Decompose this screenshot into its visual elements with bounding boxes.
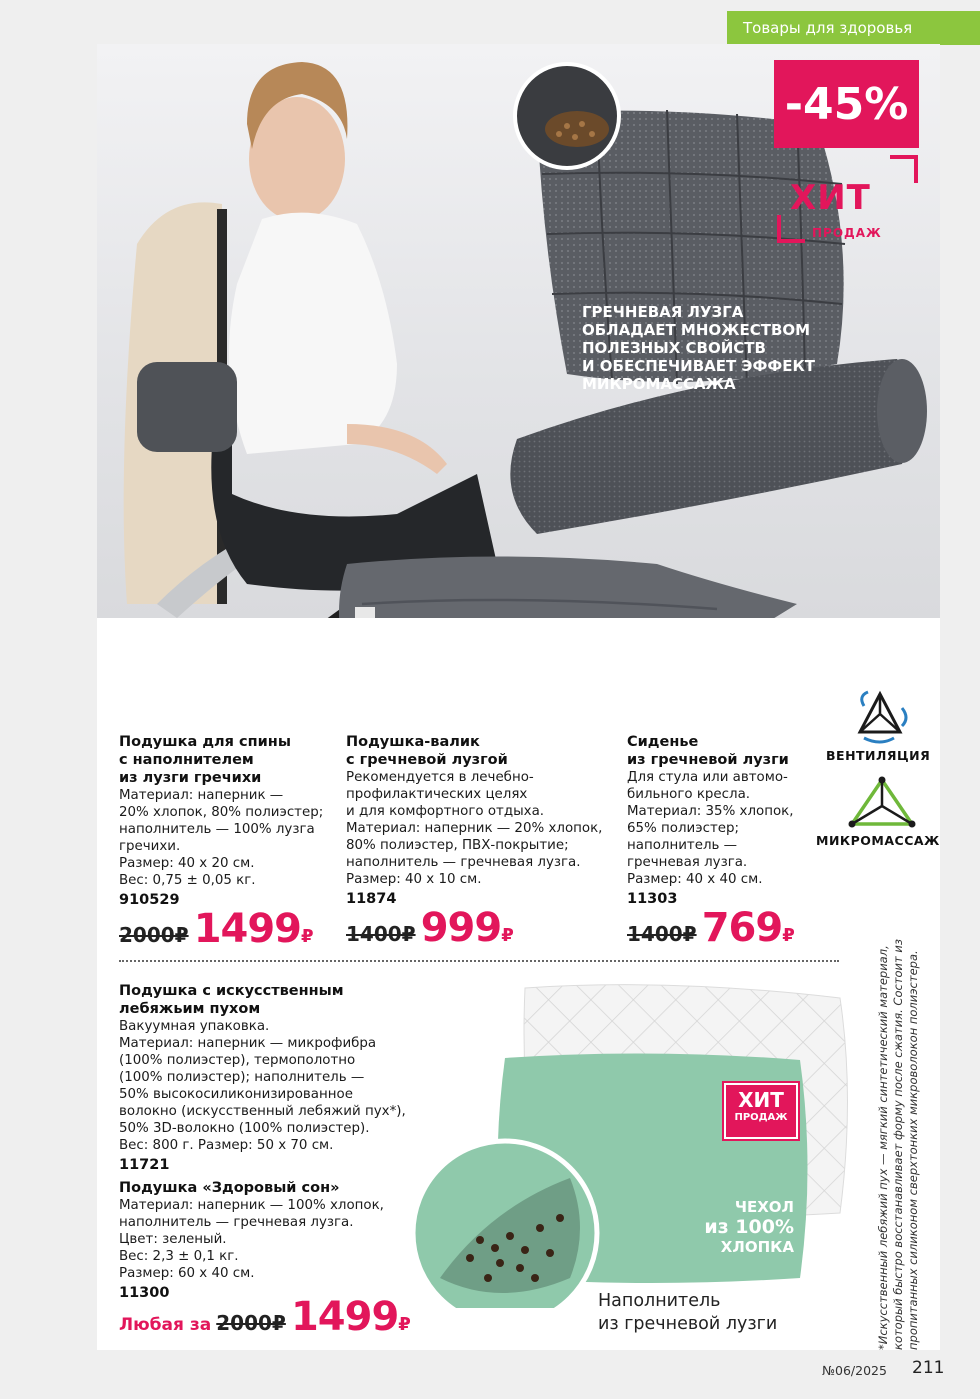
hit-corner-bottom <box>777 215 805 243</box>
hit-logo-main: ХИТ <box>790 178 871 218</box>
hit-badge-pillow <box>724 1083 798 1139</box>
product-price <box>119 906 344 952</box>
product-healthy-sleep-pillow <box>119 1179 439 1301</box>
currency: ₽ <box>501 925 514 946</box>
product-description: Рекомендуется в лечебно- профилактических целях и для комфортного отдыха. Материал: наперник — 20% хлопок, 80% полиэстер, ПВХ-покрытие; наполнитель — гречневая лузга. Размер: 40 х 10 см. <box>346 770 603 887</box>
pillows-image <box>400 978 860 1308</box>
ventilation-label: ВЕНТИЛЯЦИЯ <box>826 748 931 763</box>
product-price <box>346 905 616 951</box>
micromassage-label: МИКРОМАССАЖ <box>816 833 940 848</box>
product-description: Для стула или автомо- бильного кресла. Материал: 35% хлопок, 65% полиэстер; наполнитель — гречневая лузга. Размер: 40 х 40 см. <box>627 770 794 887</box>
currency: ₽ <box>301 926 314 947</box>
new-price: 999 <box>420 905 502 951</box>
pillows-price <box>119 1294 411 1340</box>
product-seat <box>627 733 817 951</box>
new-price: 1499 <box>290 1294 399 1340</box>
new-price: 1499 <box>193 906 302 952</box>
new-price: 769 <box>701 905 783 951</box>
product-sku: 11874 <box>346 891 397 907</box>
product-back-pillow <box>119 733 344 952</box>
product-swan-pillow <box>119 982 439 1173</box>
hit-badge-sub: ПРОДАЖ <box>734 1112 788 1123</box>
old-price: 2000₽ <box>119 923 189 947</box>
cotton-caption: ЧЕХОЛ из 100% ХЛОПКА <box>704 1198 794 1256</box>
caption-line: ОБЛАДАЕТ МНОЖЕСТВОМ <box>582 321 811 339</box>
old-price: 1400₽ <box>627 922 697 946</box>
product-sku: 11721 <box>119 1157 170 1173</box>
micromassage-icon <box>840 776 924 830</box>
caption-line: ГРЕЧНЕВАЯ ЛУЗГА <box>582 303 744 321</box>
product-description: Материал: наперник — 20% хлопок, 80% полиэстер; наполнитель — 100% лузга гречихи. Размер: 40 х 20 см. Вес: 0,75 ± 0,05 кг. <box>119 788 324 888</box>
section-tab[interactable] <box>727 11 980 45</box>
product-description: Материал: наперник — 100% хлопок, наполнитель — гречневая лузга. Цвет: зеленый. Вес: 2,3 ± 0,1 кг. Размер: 60 х 40 см. <box>119 1198 384 1281</box>
ventilation-icon <box>838 686 922 746</box>
caption-line: МИКРОМАССАЖА <box>582 375 736 393</box>
product-description: Вакуумная упаковка. Материал: наперник — микрофибра (100% полиэстер), термополотно (100% полиэстер); наполнитель — 50% высокосиликонизированное волокно (искусственный лебяжий пух*), 50% 3D-волокно (100% полиэстер). Вес: 800 г. Размер: 50 х 70 см. <box>119 1019 406 1153</box>
old-price: 2000₽ <box>216 1311 286 1335</box>
product-sku: 910529 <box>119 892 180 908</box>
offer-label: Любая за <box>119 1315 212 1335</box>
page-number: 211 <box>912 1358 945 1378</box>
product-sku: 11303 <box>627 891 678 907</box>
hit-corner-top <box>890 155 918 183</box>
product-sku: 11300 <box>119 1285 170 1301</box>
filler-caption: Наполнитель из гречневой лузги <box>598 1291 778 1334</box>
old-price: 1400₽ <box>346 922 416 946</box>
caption-line: ПОЛЕЗНЫХ СВОЙСТВ <box>582 339 766 357</box>
currency: ₽ <box>398 1314 411 1335</box>
product-bolster <box>346 733 616 951</box>
footnote-vertical: *Искусственный лебяжий пух — мягкий синтетический материал, который быстро восстанавливает форму после сжатия. Состоит из пропитанных силиконом сверхтонких микроволокон полиэстера. <box>876 939 920 1350</box>
product-price <box>627 905 817 951</box>
issue-number: №06/2025 <box>822 1363 887 1378</box>
hit-badge-main: ХИТ <box>738 1088 784 1112</box>
discount-text: -45% <box>784 78 909 130</box>
discount-badge <box>774 60 919 148</box>
section-divider <box>119 960 839 962</box>
product-title: Подушка с искусственным лебяжьим пухом <box>119 983 344 1017</box>
hero-caption <box>582 303 842 393</box>
product-title: Подушка для спины с наполнителем из лузги гречихи <box>119 734 291 786</box>
currency: ₽ <box>782 925 795 946</box>
product-title: Сиденье из гречневой лузги <box>627 734 789 768</box>
hit-logo-sub: ПРОДАЖ <box>812 226 882 240</box>
section-tab-label: Товары для здоровья <box>743 19 913 37</box>
caption-line: И ОБЕСПЕЧИВАЕТ ЭФФЕКТ <box>582 357 815 375</box>
product-title: Подушка «Здоровый сон» <box>119 1180 340 1196</box>
product-title: Подушка-валик с гречневой лузгой <box>346 734 508 768</box>
